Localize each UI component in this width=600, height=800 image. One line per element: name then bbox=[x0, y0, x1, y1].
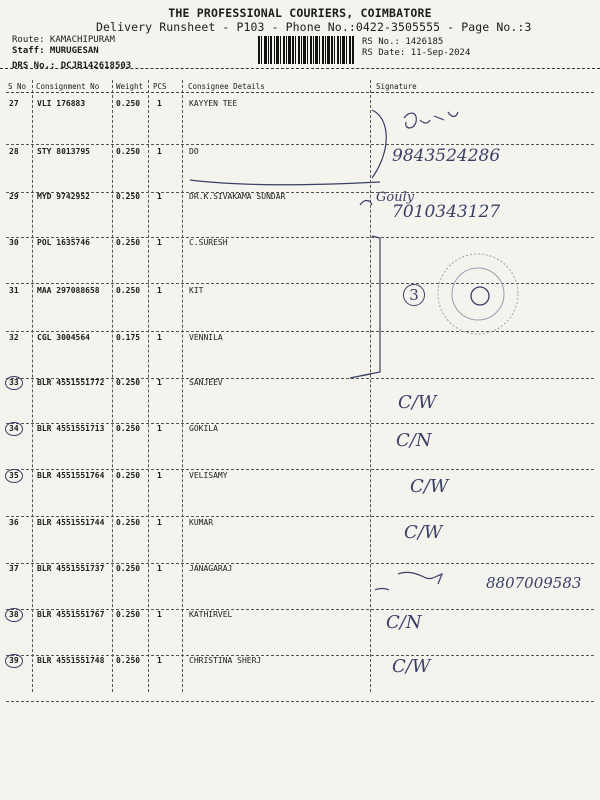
row-pcs: 1 bbox=[157, 147, 162, 156]
route-label: Route: KAMACHIPURAM bbox=[12, 35, 115, 45]
row-consignee: KATHIRVEL bbox=[189, 610, 233, 619]
handwritten-cw: C/W bbox=[404, 522, 443, 543]
col-header-weight: Weight bbox=[116, 82, 144, 91]
row-consignee: VELISAMY bbox=[189, 471, 228, 480]
runsheet-line: Delivery Runsheet - P103 - Phone No.:0422-3505555 - Page No.:3 bbox=[96, 20, 532, 34]
row-pcs: 1 bbox=[157, 564, 162, 573]
row-sno: 31 bbox=[9, 286, 19, 295]
row-weight: 0.250 bbox=[116, 192, 141, 201]
handwritten-phone: 7010343127 bbox=[392, 202, 501, 222]
row-weight: 0.250 bbox=[116, 564, 141, 573]
row-sno: 28 bbox=[9, 147, 19, 156]
row-pcs: 1 bbox=[157, 286, 162, 295]
row-weight: 0.250 bbox=[116, 238, 141, 247]
row-pcs: 1 bbox=[157, 99, 162, 108]
row-pcs: 1 bbox=[157, 333, 162, 342]
row-consignee: KIT bbox=[189, 286, 204, 295]
handwritten-cw: C/W bbox=[392, 656, 431, 677]
handwritten-phone: 9843524286 bbox=[392, 146, 501, 166]
row-sno: 34 bbox=[9, 424, 19, 433]
col-header-pcs: PCS bbox=[153, 82, 167, 91]
row-consignment-no: BLR 4551551767 bbox=[37, 610, 105, 619]
row-consignment-no: MYD 9742952 bbox=[37, 192, 90, 201]
row-pcs: 1 bbox=[157, 424, 162, 433]
col-header-consignment: Consignment No bbox=[36, 82, 100, 91]
row-weight: 0.250 bbox=[116, 518, 141, 527]
row-weight: 0.250 bbox=[116, 286, 141, 295]
row-pcs: 1 bbox=[157, 378, 162, 387]
handwritten-cw: C/N bbox=[396, 430, 432, 451]
row-sno: 33 bbox=[9, 378, 19, 387]
handwritten-cw: C/W bbox=[410, 476, 449, 497]
row-sno: 37 bbox=[9, 564, 19, 573]
row-consignment-no: BLR 4551551737 bbox=[37, 564, 105, 573]
handwritten-cw: C/W bbox=[398, 392, 437, 413]
row-consignee: DO bbox=[189, 147, 199, 156]
round-stamp bbox=[438, 254, 518, 334]
col-header-sno: S No bbox=[8, 82, 27, 91]
row-sno: 32 bbox=[9, 333, 19, 342]
row-pcs: 1 bbox=[157, 471, 162, 480]
row-pcs: 1 bbox=[157, 518, 162, 527]
row-consignment-no: BLR 4551551744 bbox=[37, 518, 105, 527]
row-weight: 0.250 bbox=[116, 656, 141, 665]
row-consignment-no: STY 8013795 bbox=[37, 147, 90, 156]
row-sno: 29 bbox=[9, 192, 19, 201]
row-consignee: SANJEEV bbox=[189, 378, 223, 387]
row-consignee: KUMAR bbox=[189, 518, 214, 527]
row-weight: 0.250 bbox=[116, 610, 141, 619]
col-header-consignee: Consignee Details bbox=[188, 82, 265, 91]
rs-date: RS Date: 11-Sep-2024 bbox=[362, 48, 471, 58]
row-consignee: VENNILA bbox=[189, 333, 223, 342]
row-sno: 30 bbox=[9, 238, 19, 247]
row-consignee: KAYYEN TEE bbox=[189, 99, 238, 108]
row-consignee: DR.K.SIVAKAMA SUNDAR bbox=[189, 192, 286, 201]
handwritten-cw: C/N bbox=[386, 612, 422, 633]
row-weight: 0.250 bbox=[116, 378, 141, 387]
row-weight: 0.250 bbox=[116, 471, 141, 480]
row-pcs: 1 bbox=[157, 610, 162, 619]
row-sno: 35 bbox=[9, 471, 19, 480]
row-pcs: 1 bbox=[157, 238, 162, 247]
row-consignment-no: BLR 4551551764 bbox=[37, 471, 105, 480]
handwritten-circled-number: 3 bbox=[403, 284, 425, 306]
row-pcs: 1 bbox=[157, 656, 162, 665]
row-consignment-no: BLR 4551551772 bbox=[37, 378, 105, 387]
row-consignment-no: VLI 176883 bbox=[37, 99, 86, 108]
row-consignment-no: MAA 297088658 bbox=[37, 286, 100, 295]
row-consignment-no: BLR 4551551713 bbox=[37, 424, 105, 433]
row-sno: 27 bbox=[9, 99, 19, 108]
staff-label: Staff: MURUGESAN bbox=[12, 46, 99, 56]
row-consignment-no: CGL 3004564 bbox=[37, 333, 90, 342]
row-consignee: CHRISTINA SHERJ bbox=[189, 656, 262, 665]
rs-number: RS No.: 1426185 bbox=[362, 37, 444, 47]
row-consignment-no: POL 1635746 bbox=[37, 238, 90, 247]
row-weight: 0.175 bbox=[116, 333, 141, 342]
row-consignee: GOKILA bbox=[189, 424, 218, 433]
row-sno: 38 bbox=[9, 610, 19, 619]
row-pcs: 1 bbox=[157, 192, 162, 201]
row-sno: 36 bbox=[9, 518, 19, 527]
handwritten-name: Gouly bbox=[376, 190, 415, 205]
row-consignee: C.SURESH bbox=[189, 238, 228, 247]
row-weight: 0.250 bbox=[116, 424, 141, 433]
drs-number: DRS No.: DCJB142618503 bbox=[12, 61, 132, 71]
row-consignee: JANAGARAJ bbox=[189, 564, 233, 573]
row-weight: 0.250 bbox=[116, 99, 141, 108]
handwritten-phone: 8807009583 bbox=[486, 574, 582, 592]
col-header-signature: Signature bbox=[376, 82, 417, 91]
row-consignment-no: BLR 4551551748 bbox=[37, 656, 105, 665]
company-title: THE PROFESSIONAL COURIERS, COIMBATORE bbox=[168, 6, 432, 20]
row-sno: 39 bbox=[9, 656, 19, 665]
row-weight: 0.250 bbox=[116, 147, 141, 156]
